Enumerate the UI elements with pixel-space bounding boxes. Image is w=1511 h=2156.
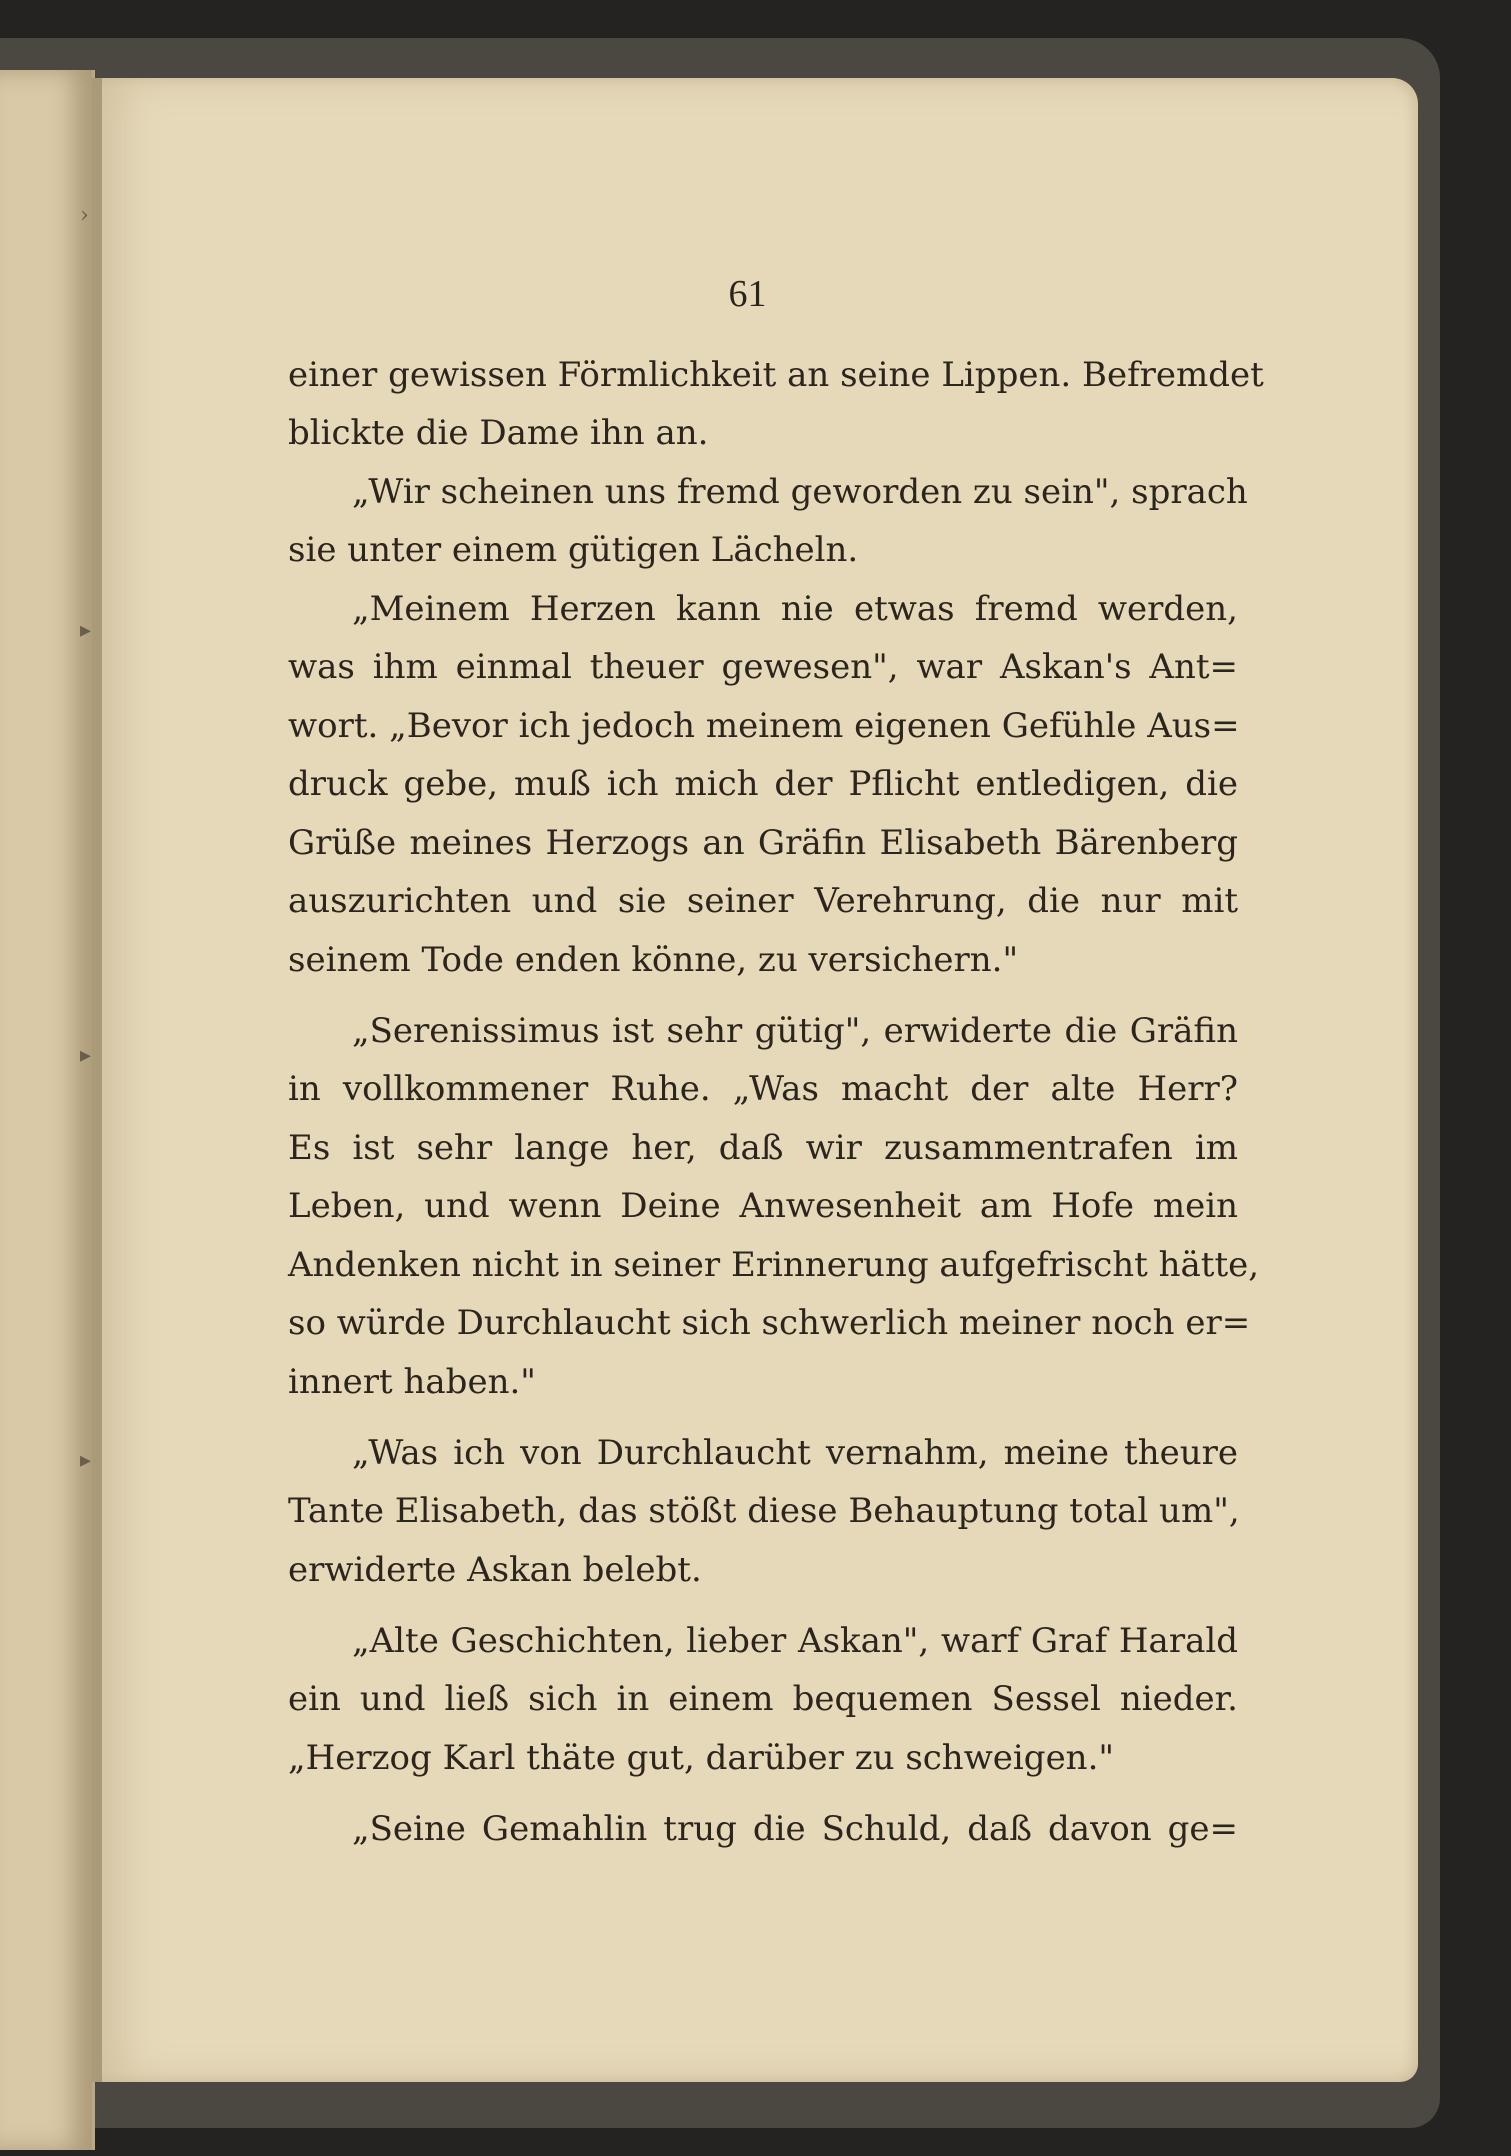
text-line: seinem Tode enden könne, zu versichern." [288, 940, 1019, 980]
text-line: „Serenissimus ist sehr gütig", erwiderte die Gräfin [352, 1011, 1238, 1051]
text-line: Es ist sehr lange her, daß wir zusammentrafen im [288, 1128, 1238, 1168]
facing-page-edge [0, 70, 95, 2150]
text-line: wort. „Bevor ich jedoch meinem eigenen Gefühle Aus= [288, 706, 1240, 746]
text-line: „Wir scheinen uns fremd geworden zu sein", sprach [352, 472, 1248, 512]
text-line: so würde Durchlaucht sich schwerlich meiner noch er= [288, 1303, 1251, 1343]
text-line: Leben, und wenn Deine Anwesenheit am Hofe mein [288, 1186, 1238, 1226]
text-line: „Meinem Herzen kann nie etwas fremd werden, [352, 589, 1238, 629]
page-number: 61 [728, 273, 767, 315]
text-line: Tante Elisabeth, das stößt diese Behauptung total um", [288, 1491, 1240, 1531]
text-line: „Alte Geschichten, lieber Askan", warf Graf Harald [352, 1621, 1238, 1661]
text-line: was ihm einmal theuer gewesen", war Askan's Ant= [288, 647, 1238, 687]
text-line: innert haben." [288, 1362, 536, 1402]
text-line: erwiderte Askan belebt. [288, 1550, 702, 1590]
margin-mark: ▸ [80, 1043, 92, 1068]
margin-mark: ▸ [80, 618, 92, 643]
text-line: ein und ließ sich in einem bequemen Sessel nieder. [288, 1679, 1238, 1719]
text-line: „Herzog Karl thäte gut, darüber zu schweigen." [288, 1738, 1115, 1778]
margin-mark: › [80, 203, 89, 228]
text-line: „Seine Gemahlin trug die Schuld, daß davon ge= [352, 1809, 1238, 1849]
page-gutter [92, 78, 102, 2082]
text-line: auszurichten und sie seiner Verehrung, die nur mit [288, 881, 1238, 921]
text-line: sie unter einem gütigen Lächeln. [288, 530, 859, 570]
text-line: blickte die Dame ihn an. [288, 413, 709, 453]
text-line: in vollkommener Ruhe. „Was macht der alte Herr? [288, 1069, 1238, 1109]
margin-mark: ▸ [80, 1448, 92, 1473]
text-line: „Was ich von Durchlaucht vernahm, meine theure [352, 1433, 1238, 1473]
text-line: Grüße meines Herzogs an Gräfin Elisabeth Bärenberg [288, 823, 1238, 863]
text-line: Andenken nicht in seiner Erinnerung aufgefrischt hätte, [288, 1245, 1260, 1285]
text-line: druck gebe, muß ich mich der Pflicht entledigen, die [288, 764, 1238, 804]
text-line: einer gewissen Förmlichkeit an seine Lippen. Befremdet [288, 355, 1264, 395]
